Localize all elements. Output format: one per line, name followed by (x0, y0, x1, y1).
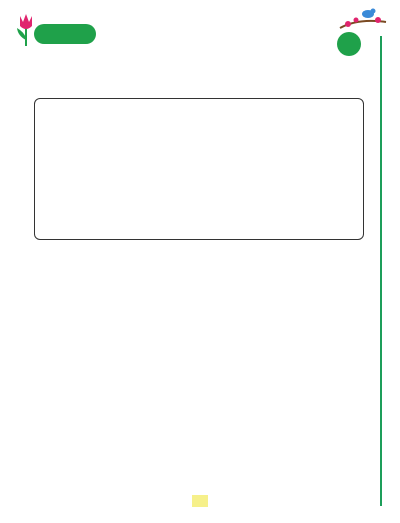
lesson-badge (322, 20, 374, 60)
unit-badge (8, 4, 120, 48)
number-shapes-row-2 (34, 342, 364, 366)
unit-label (34, 24, 96, 44)
lesson-number (337, 32, 361, 56)
counting-table (34, 98, 364, 240)
margin-line (380, 36, 382, 506)
number-shapes-row-1 (34, 298, 364, 322)
page-number (192, 495, 208, 507)
